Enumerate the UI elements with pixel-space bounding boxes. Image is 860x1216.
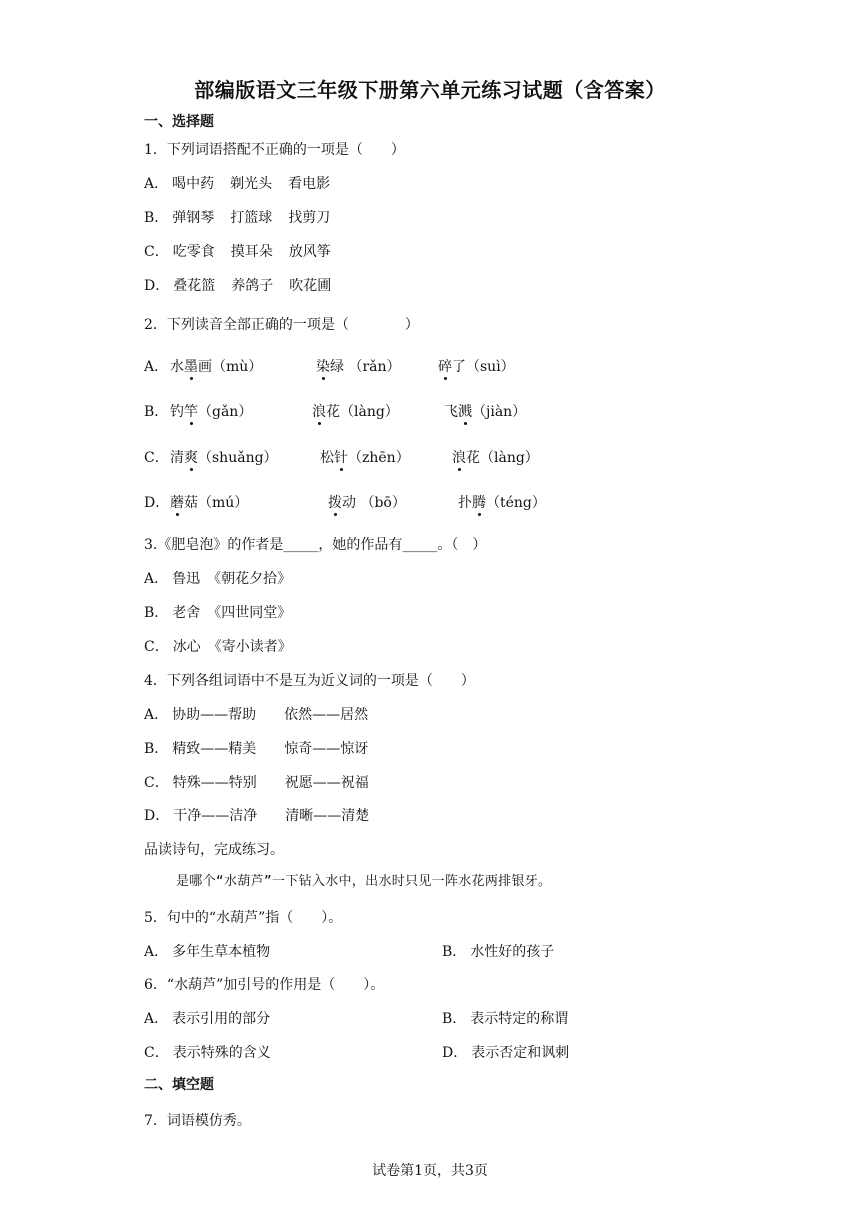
question-6-option-a [144,1009,270,1029]
pinyin-item [170,402,252,422]
dotted-char: 溅 [458,404,472,420]
word-pair: 清晰——清楚 [285,808,370,824]
item-text: （gǎn） [198,404,253,420]
option-letter: A． [144,1011,169,1027]
pinyin-item [328,493,406,513]
section-heading-fill: 二、填空题 [144,1077,214,1093]
option-letter: B． [144,605,169,621]
dotted-char: 竿 [184,404,198,420]
option-text: 表示特殊的含义 [172,1045,271,1061]
word-pair: 干净——洁净 [173,808,258,824]
question-3-stem: 3.《肥皂泡》的作者是_____，她的作品有_____。（ ） [144,537,487,553]
dotted-char: 爽 [184,450,198,466]
option-text: 老舍 《四世同堂》 [172,605,292,621]
question-3-option-c [144,637,292,657]
pinyin-item [458,493,546,513]
option-letter: C． [144,1045,169,1061]
item-text: 菇（mú） [184,495,249,511]
option-letter: A． [144,176,169,192]
question-2-option-b [144,402,527,422]
word-pair: 特殊——特别 [172,775,257,791]
item-text: （shuǎng） [198,450,278,466]
item-text: （jiàn） [472,404,527,420]
poem-line: 是哪个“水葫芦”一下钻入水中，出水时只见一阵水花两排银牙。 [176,874,552,889]
option-word: 摸耳朵 [230,244,273,260]
option-letter: C． [144,450,169,466]
word-pair: 祝愿——祝福 [284,775,369,791]
option-word: 放风筝 [288,244,331,260]
dotted-char: 拨 [328,495,342,511]
item-text: 花（làng） [466,450,539,466]
option-letter: B． [144,741,169,757]
question-6-stem: 6．“水葫芦”加引号的作用是（ ）。 [144,977,385,993]
question-4-option-c [144,773,369,793]
option-word: 喝中药 [172,176,215,192]
dotted-char: 针 [334,450,348,466]
pinyin-item [444,402,526,422]
item-text: 画（mù） [198,359,263,375]
question-2-option-a [144,357,515,377]
pinyin-item [452,448,539,468]
pinyin-item [170,357,262,377]
option-letter: D． [144,808,170,824]
question-1-option-b [144,208,330,228]
option-letter: B． [442,944,467,960]
word-pair: 惊奇——惊讶 [284,741,369,757]
option-word: 剃光头 [230,176,273,192]
pinyin-item [170,448,278,468]
question-4-option-d [144,806,369,826]
question-7-stem: 7．词语模仿秀。 [144,1113,251,1129]
dotted-char: 浪 [312,404,326,420]
pinyin-item [316,357,401,377]
item-text: 绿 （rǎn） [330,359,401,375]
option-letter: B． [144,404,169,420]
pinyin-item [320,448,410,468]
item-text: （zhēn） [348,450,410,466]
question-1-option-c [144,242,331,262]
question-5-option-a [144,942,270,962]
dotted-char: 腾 [472,495,486,511]
word-pair: 依然——居然 [284,707,369,723]
question-5-stem: 5．句中的“水葫芦”指（ ）。 [144,910,343,926]
page-title: 部编版语文三年级下册第六单元练习试题（含答案） [194,78,666,102]
question-5-option-b [442,942,554,962]
question-1-option-d [144,276,331,296]
option-text: 表示否定和讽刺 [471,1045,570,1061]
question-3-option-b [144,603,291,623]
option-letter: C． [144,775,169,791]
item-text: （téng） [486,495,546,511]
option-word: 养鸽子 [231,278,274,294]
item-text: 了（suì） [452,359,515,375]
dotted-char: 蘑 [170,495,184,511]
question-4-option-b [144,739,368,759]
option-text: 表示引用的部分 [172,1011,271,1027]
option-letter: D． [442,1045,468,1061]
option-letter: A． [144,944,169,960]
option-letter: D． [144,495,170,511]
item-text: 花（làng） [326,404,399,420]
pinyin-item [438,357,515,377]
question-4-option-a [144,705,368,725]
question-6-option-c [144,1043,271,1063]
option-letter: C． [144,244,169,260]
dotted-char: 墨 [184,359,198,375]
option-word: 吃零食 [172,244,215,260]
question-1-stem: 1．下列词语搭配不正确的一项是（ ） [144,142,405,158]
question-6-option-b [442,1009,568,1029]
option-word: 看电影 [288,176,331,192]
option-letter: B． [442,1011,467,1027]
dotted-char: 碎 [438,359,452,375]
dotted-char: 染 [316,359,330,375]
question-1-option-a [144,174,330,194]
option-text: 水性好的孩子 [470,944,555,960]
option-letter: B． [144,210,169,226]
question-4-stem: 4．下列各组词语中不是互为近义词的一项是（ ） [144,673,475,689]
option-text: 表示特定的称谓 [470,1011,569,1027]
option-text: 多年生草本植物 [172,944,271,960]
option-letter: C． [144,639,169,655]
option-letter: D． [144,278,170,294]
option-letter: A． [144,571,169,587]
option-word: 找剪刀 [288,210,331,226]
page-footer: 试卷第1页，共3页 [372,1163,488,1179]
question-2-option-d [144,493,546,513]
option-text: 冰心 《寄小读者》 [172,639,292,655]
option-text: 鲁迅 《朝花夕拾》 [172,571,292,587]
pinyin-item [170,493,248,513]
pinyin-item [312,402,399,422]
item-text: 松 [320,450,334,466]
word-pair: 精致——精美 [172,741,257,757]
item-text: 清 [170,450,184,466]
question-2-option-c [144,448,539,468]
item-text: 扑 [458,495,472,511]
reading-instruction: 品读诗句，完成练习。 [144,842,284,858]
item-text: 水 [170,359,184,375]
word-pair: 协助——帮助 [172,707,257,723]
item-text: 钓 [170,404,184,420]
option-word: 打篮球 [230,210,273,226]
dotted-char: 浪 [452,450,466,466]
question-2-stem: 2．下列读音全部正确的一项是（ ） [144,317,419,333]
section-heading-choice: 一、选择题 [144,114,214,130]
question-3-option-a [144,569,291,589]
question-6-option-d [442,1043,569,1063]
item-text: 飞 [444,404,458,420]
option-word: 吹花圃 [289,278,332,294]
item-text: 动 （bō） [342,495,406,511]
option-letter: A． [144,359,169,375]
option-word: 弹钢琴 [172,210,215,226]
option-word: 叠花篮 [173,278,216,294]
option-letter: A． [144,707,169,723]
